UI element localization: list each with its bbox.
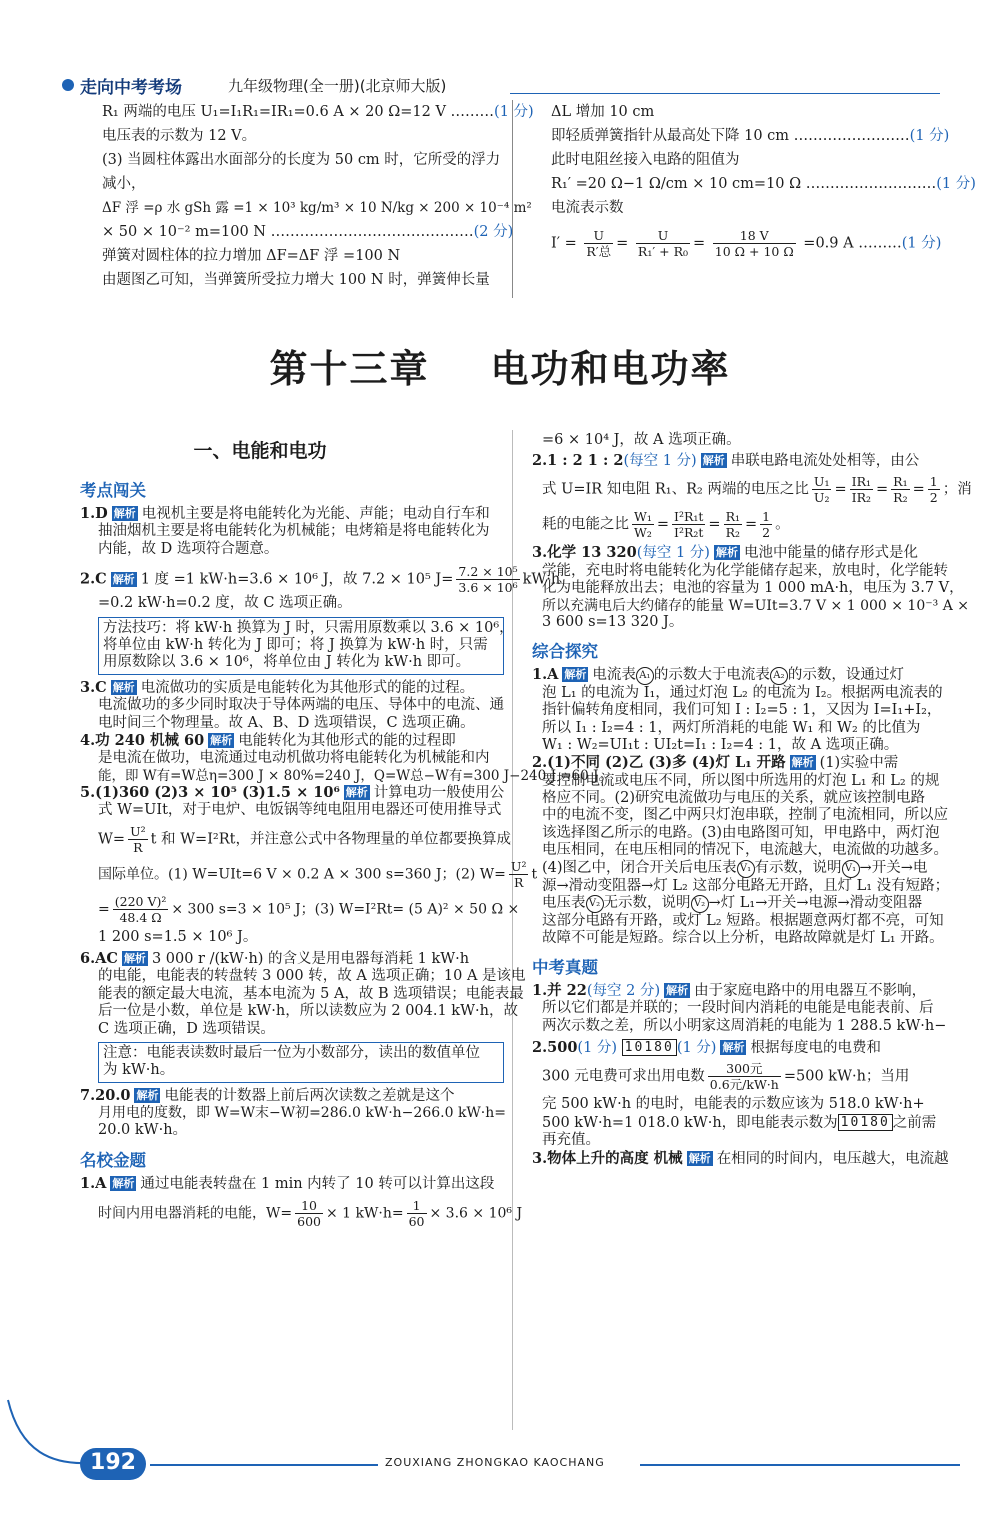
analysis-tag: 解析 xyxy=(123,952,146,966)
analysis-tag: 解析 xyxy=(112,572,135,586)
column-divider xyxy=(512,100,513,298)
voltmeter-icon: V₂ xyxy=(691,895,709,913)
analysis-tag: 解析 xyxy=(791,756,814,770)
answer-item: 2.500(1 分) 10180 (1 分) 解析 根据每度电的电费和 300 元电费可求出用电数 $\frac{\text{300元}}{\text{0.6元/kW·h}}$ =500 kW·h；当用 完 500 kW·h 的电时，电能表的示数应该为 518.0 kW·h+ 500 kW·h=1 018.0 kW·h，即电能表示数为 10180 之前需 再充值。 xyxy=(532,1039,937,1149)
analysis-tag: 解析 xyxy=(112,1177,135,1191)
text-line: × 50 × 10⁻² m=100 N ……………………………………(2 分) xyxy=(102,224,514,240)
analysis-tag: 解析 xyxy=(112,680,135,694)
text-line: 减小， xyxy=(102,176,146,192)
answer-item: 1.D 解析 电视机主要是将电能转化为光能、声能；电动自行车和 抽油烟机主要是将电能转化为机械能；电烤箱是将电能转化为 内能，故 D 选项符合题意。 xyxy=(80,505,490,557)
footer-rule xyxy=(150,1464,378,1466)
analysis-tag: 解析 xyxy=(688,1151,711,1165)
text-line: 电流表示数 xyxy=(551,200,624,216)
text-line: 电压表的示数为 12 V。 xyxy=(102,128,257,144)
ammeter-icon: A₂ xyxy=(770,667,788,685)
answer-item: 2.C 解析 1 度 =1 kW·h=3.6 × 10⁶ J，故 7.2 × 10⁵ J= $\frac{\text{7.2 × 10⁵}}{\text{3.6 × 10⁶}}$ kW·h =0.2 kW·h=0.2 度，故 C 选项正确。 xyxy=(80,564,561,612)
answer-item: 7.20.0 解析 电能表的计数器上前后两次读数之差就是这个 月用电的度数，即 W=W末−W初=286.0 kW·h−266.0 kW·h= 20.0 kW·h。 xyxy=(80,1086,507,1138)
answer-item: 5.(1)360 (2)3 × 10⁵ (3)1.5 × 10⁶ 解析 计算电功一般使用公 式 W=UIt，对于电炉、电饭锅等纯电阻用电器还可使用推导式 W= $\frac{\text{U²}}{R}$ t 和 W=I²Rt，并注意公式中各物理量的单位都要换算成 国际单位。(1) W=UIt=6 V × 0.2 A × 300 s=360 J；(2) W= $\frac{\text{U²}}{R}$ t = $\frac{\text{(220 V)²}}{48.4 \Omega}$ × 300 s=3 × 10⁵ J；(3) W=I²Rt= (5 A)² × 50 Ω × 1 200 s=1.5 × 10⁶ J。 xyxy=(80,783,538,945)
header-bullet-icon xyxy=(62,79,74,91)
chapter-title: 第十三章 电功和电功率 xyxy=(269,347,731,391)
subsection-title: 名校金题 xyxy=(80,1151,146,1171)
analysis-tag: 解析 xyxy=(702,454,725,467)
footer-text: ZOUXIANG ZHONGKAO KAOCHANG xyxy=(385,1456,605,1469)
section-title: 一、电能和电功 xyxy=(193,440,327,462)
top-right-block xyxy=(551,104,976,259)
text-line: 即轻质弹簧指针从最高处下降 10 cm ……………………(1 分) xyxy=(551,128,950,144)
answer-item: 3.物体上升的高度 机械 解析 在相同的时间内，电压越大，电流越 xyxy=(532,1149,949,1167)
current-formula: I′ = $\frac{U}{\text{R′总}}$ = $\frac{U}{\text{R₁′ + R₀}}$ = $\frac{18 V}{10 \Omega + 10 \Omega}$ =0.9 A ………(1 分) xyxy=(551,228,942,259)
answer-item: 1.A 解析 通过电能表转盘在 1 min 内转了 10 转可以计算出这段 时间内用电器消耗的电能，W= $\frac{10}{600}$ × 1 kW·h= $\frac{1}{60}$ × 3.6 × 10⁶ J xyxy=(80,1175,523,1229)
book-subtitle: 九年级物理(全一册)(北京师大版) xyxy=(228,77,447,95)
analysis-tag: 解析 xyxy=(722,1041,745,1054)
page-number: 192 xyxy=(90,1450,136,1475)
meter-reading: 10180 xyxy=(838,1114,893,1131)
answer-item: 1.A 解析 电流表 A₁ 的示数大于电流表 A₂ 的示数，设通过灯 泡 L₁ 的电流为 I₁，通过灯泡 L₂ 的电流为 I₂。根据两电流表的 指针偏转角度相同，我们可知 I : I₂=5 : 1，又因为 I=I₁+I₂， 所以 I₁ : I₂=4 : 1，两灯所消耗的电能 W₁ 和 W₂ 的比值为 W₁ : W₂=UI₁t : UI₂t=I₁ : I₂=4 : 1，故 A 选项正确。 xyxy=(532,665,943,753)
analysis-tag: 解析 xyxy=(715,546,738,560)
book-title: 走向中考考场 xyxy=(80,78,182,98)
answer-item: 2.(1)不同 (2)乙 (3)多 (4)灯 L₁ 开路 解析 (1)实验中需 要控制电流或电压不同，所以图中所选用的灯泡 L₁ 和 L₂ 的规 格应不同。(2)研究电流做功与电压的关系，就应该控制电路 中的电流不变，图乙中两只灯泡串联，控制了电流相同，所以应 该选择图乙所示的电路。(3)由电路图可知，甲电路中，两灯泡 电压相同，在电压相同的情况下，电流越大，电流做的功越多。 (4)图乙中，闭合开关后电压表 V₁ 有示数，说明 V₁ →开关→电 源→滑动变阻器→灯 L₂ 这部分电路无开路，且灯 L₁ 没有短路； 电压表 V₂ 无示数，说明 V₂ →灯 L₁→开关→电源→滑动变阻器 这部分电路有开路，或灯 L₂ 短路。根据题意两灯都不亮，可知 故障不可能是短路。综合以上分析，电路故障就是灯 L₁ 开路。 xyxy=(532,754,950,947)
right-column xyxy=(532,428,972,1168)
subsection-title: 中考真题 xyxy=(532,957,598,977)
voltmeter-icon: V₁ xyxy=(737,860,755,878)
text-line: R₁ 两端的电压 U₁=I₁R₁=IR₁=0.6 A × 20 Ω=12 V ………(1 分) xyxy=(102,104,534,120)
text-line: 弹簧对圆柱体的拉力增加 ΔF=ΔF 浮 =100 N xyxy=(102,248,401,264)
subsection-title: 考点闯关 xyxy=(80,481,146,500)
analysis-tag: 解析 xyxy=(564,667,587,681)
text-line: 由题图乙可知，当弹簧所受拉力增大 100 N 时，弹簧伸长量 xyxy=(102,272,490,288)
header-rule xyxy=(510,93,940,94)
answer-item: 3.化学 13 320(每空 1 分) 解析 电池中能量的储存形式是化 学能，充电时将电能转化为化学能储存起来，放电时，化学能转 化为电能释放出去；电池的容量为 1 000 mA·h，电压为 3.7 V， 所以充满电后大约储存的能量 W=UIt=3.7 V × 1 000 × 10⁻³ A × 3 600 s=13 320 J。 xyxy=(532,544,969,631)
answer-item: 4.功 240 机械 60 解析 电能转化为其他形式的能的过程即 是电流在做功，电流通过电动机做功将电能转化为机械能和内 能，即 W有=W总η=300 J × 80%=240 J，Q=W总−W有=300 J−240 J =60 J。 xyxy=(80,731,612,784)
analysis-tag: 解析 xyxy=(210,733,233,747)
method-tip-box: 方法技巧：将 kW·h 换算为 J 时，只需用原数乘以 3.6 × 10⁶， 将单位由 kW·h 转化为 J 即可；将 J 换算为 kW·h 时，只需 用原数除以 3.6 × 10⁶，将单位由 J 转化为 kW·h 即可。 xyxy=(98,617,504,675)
voltmeter-icon: V₁ xyxy=(842,860,860,878)
text-line: =6 × 10⁴ J，故 A 选项正确。 xyxy=(542,432,741,448)
text-line: (3) 当圆柱体露出水面部分的长度为 50 cm 时，它所受的浮力 xyxy=(102,152,501,168)
text-line: R₁′ =20 Ω−1 Ω/cm × 10 cm=10 Ω ………………………(1 分) xyxy=(551,176,976,192)
text-line: ΔF 浮 =ρ 水 gSh 露 =1 × 10³ kg/m³ × 10 N/kg × 200 × 10⁻⁴ m² xyxy=(102,200,532,216)
top-left-block xyxy=(102,104,534,296)
text-line: ΔL 增加 10 cm xyxy=(551,104,655,120)
analysis-tag: 解析 xyxy=(345,785,368,799)
answer-item: 3.C 解析 电流做功的实质是电能转化为其他形式的能的过程。 电流做功的多少同时取决于导体两端的电压、导体中的电流、通 电时间三个物理量。故 A、B、D 选项错误，C 选项正确。 xyxy=(80,678,504,731)
meter-reading: 10180 xyxy=(622,1039,677,1056)
analysis-tag: 解析 xyxy=(666,983,689,997)
voltmeter-icon: V₂ xyxy=(586,895,604,913)
answer-item: 1.并 22(每空 2 分) 解析 由于家庭电路中的用电器互不影响， 所以它们都是并联的；一段时间内消耗的电能是电能表前、后 两次示数之差，所以小明家这周消耗的电能为 1 288.5 kW·h− xyxy=(532,981,947,1034)
answer-item: 6.AC 解析 3 000 r /(kW·h) 的含义是用电器每消耗 1 kW·h 的电能，电能表的转盘转 3 000 转，故 A 选项正确；10 A 是该电 能表的额定最大电流，基本电流为 5 A，故 B 选项错误；电能表最 后一位是小数，单位是 kW·h，所以读数应为 2 004.1 kW·h，故 C 选项正确，D 选项错误。 xyxy=(80,950,526,1037)
answer-item: 2.1 : 2 1 : 2(每空 1 分) 解析 串联电路电流处处相等，由公 式 U=IR 知电阻 R₁、R₂ 两端的电压之比 $\frac{\text{U₁}}{\text{U₂}}$ = $\frac{\text{IR₁}}{\text{IR₂}}$ = $\frac{\text{R₁}}{\text{R₂}}$ = $\frac{1}{2}$ ；消 耗的电能之比 $\frac{\text{W₁}}{\text{W₂}}$ = $\frac{\text{I²R₁t}}{\text{I²R₂t}}$ = $\frac{\text{R₁}}{\text{R₂}}$ = $\frac{1}{2}$ 。 xyxy=(532,452,972,541)
note-box: 注意：电能表读数时最后一位为小数部分，读出的数值单位 为 kW·h。 xyxy=(98,1042,504,1083)
analysis-tag: 解析 xyxy=(136,1088,159,1102)
analysis-tag: 解析 xyxy=(113,507,136,520)
footer-rule xyxy=(640,1464,960,1466)
text-line: 此时电阻丝接入电路的阻值为 xyxy=(551,152,740,168)
subsection-title: 综合探究 xyxy=(532,641,598,661)
ammeter-icon: A₁ xyxy=(636,667,654,685)
